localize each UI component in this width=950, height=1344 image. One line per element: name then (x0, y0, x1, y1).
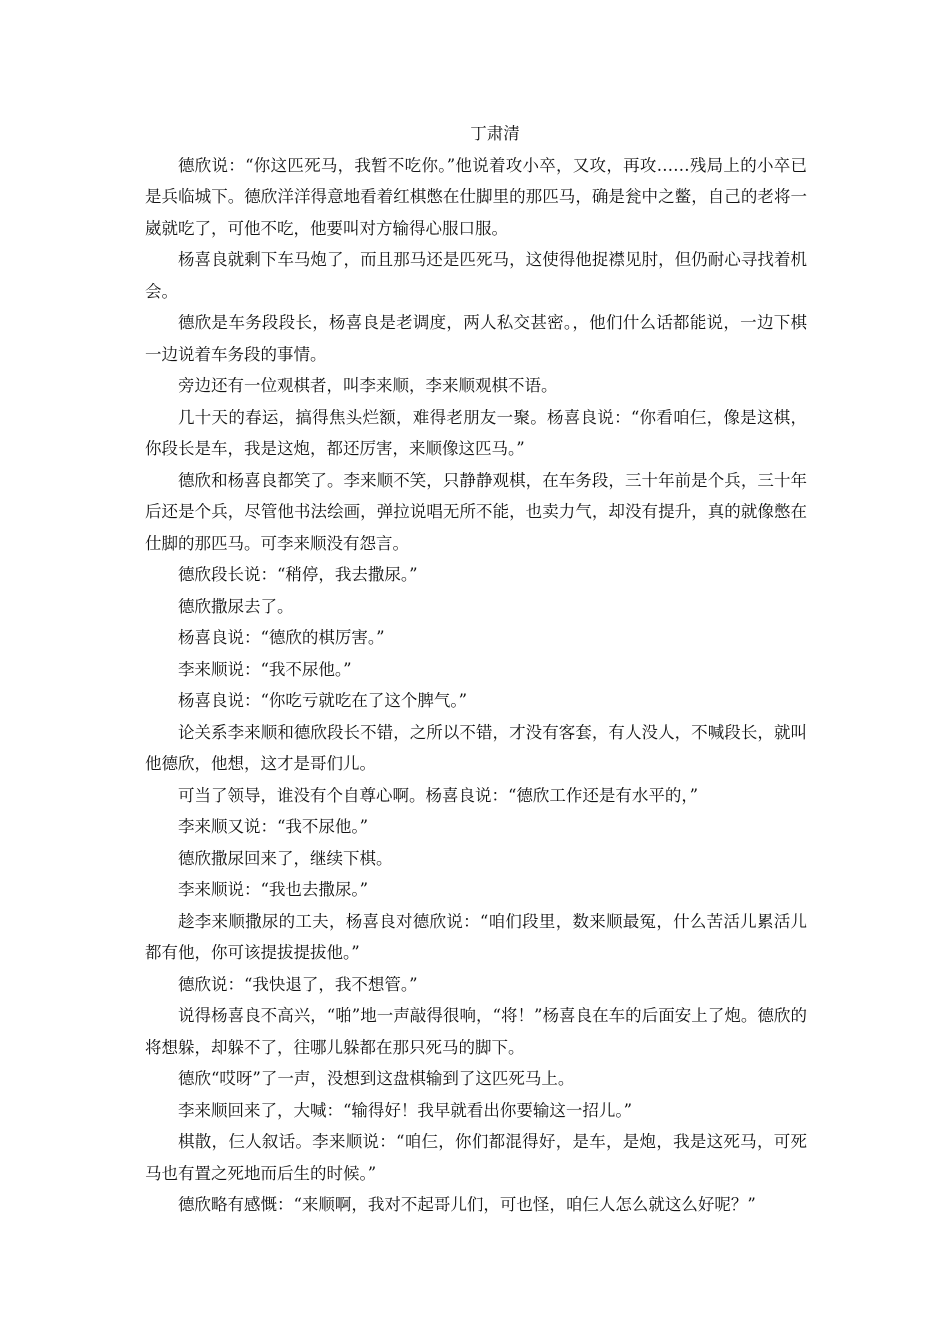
paragraph: 杨喜良说：“你吃亏就吃在了这个脾气。” (178, 691, 468, 710)
paragraph: 几十天的春运，搞得焦头烂额，难得老朋友一聚。杨喜良说：“你看咱仨，像是这棋，你段长是车，我是这炮，都还厉害，来顺像这匹马。” (145, 407, 807, 458)
paragraph: 趁李来顺撒尿的工夫，杨喜良对德欣说：“咱们段里，数来顺最冤，什么苦活儿累活儿都有他，你可该提拔提拔他。” (145, 911, 807, 962)
paragraph: 可当了领导，谁没有个自尊心啊。杨喜良说：“德欣工作还是有水平的，” (178, 785, 699, 805)
paragraph: 李来顺说：“我不尿他。” (178, 659, 352, 679)
paragraph: 德欣段长说：“稍停，我去撒尿。” (178, 565, 418, 584)
paragraph: 德欣撒尿回来了，继续下棋。 (178, 848, 393, 868)
paragraph: 德欣撒尿去了。 (178, 596, 294, 616)
paragraph: 德欣是车务段段长，杨喜良是老调度，两人私交甚密。，他们什么话都能说，一边下棋一边说着车务段的事情。 (145, 313, 807, 364)
paragraph: 杨喜良就剩下车马炮了，而且那马还是匹死马，这使得他捉襟见肘，但仍耐心寻找着机会。 (145, 250, 807, 301)
document-page (145, 118, 807, 1221)
paragraph: 棋散，仨人叙话。李来顺说：“咱仨，你们都混得好，是车，是炮，我是这死马，可死马也有置之死地而后生的时候。” (145, 1132, 807, 1183)
paragraph: 论关系李来顺和德欣段长不错，之所以不错，才没有客套，有人没人，不喊段长，就叫他德欣，他想，这才是哥们儿。 (145, 722, 807, 773)
paragraph: 德欣略有感慨：“来顺啊，我对不起哥儿们，可也怪，咱仨人怎么就这么好呢？” (178, 1195, 756, 1214)
paragraph: 旁边还有一位观棋者，叫李来顺，李来顺观棋不语。 (178, 376, 558, 395)
paragraph: 李来顺回来了，大喊：“输得好！我早就看出你要输这一招儿。” (178, 1100, 633, 1120)
paragraph: 德欣说：“我快退了，我不想管。” (178, 974, 418, 994)
paragraph: 德欣“哎呀”了一声，没想到这盘棋输到了这匹死马上。 (178, 1069, 575, 1088)
author-name: 丁肃清 (470, 124, 520, 143)
paragraph: 说得杨喜良不高兴，“啪”地一声敲得很响，“将！”杨喜良在车的后面安上了炮。德欣的将想躲，却躲不了，往哪儿躲都在那只死马的脚下。 (145, 1006, 807, 1057)
paragraph: 李来顺又说：“我不尿他。” (178, 817, 369, 836)
paragraph: 德欣说：“你这匹死马，我暂不吃你。”他说着攻小卒，又攻，再攻……残局上的小卒已是兵临城下。德欣洋洋得意地看着红棋憋在仕脚里的那匹马，确是瓮中之鳖，自己的老将一崴就吃了，可他不吃，他要叫对方输得心服口服。 (145, 155, 807, 238)
paragraph: 李来顺说：“我也去撒尿。” (178, 880, 369, 899)
paragraph: 德欣和杨喜良都笑了。李来顺不笑，只静静观棋，在车务段，三十年前是个兵，三十年后还是个兵，尽管他书法绘画，弹拉说唱无所不能，也卖力气，却没有提升，真的就像憋在仕脚的那匹马。可李来顺没有怨言。 (145, 470, 807, 553)
paragraph: 杨喜良说：“德欣的棋厉害。” (178, 628, 385, 647)
